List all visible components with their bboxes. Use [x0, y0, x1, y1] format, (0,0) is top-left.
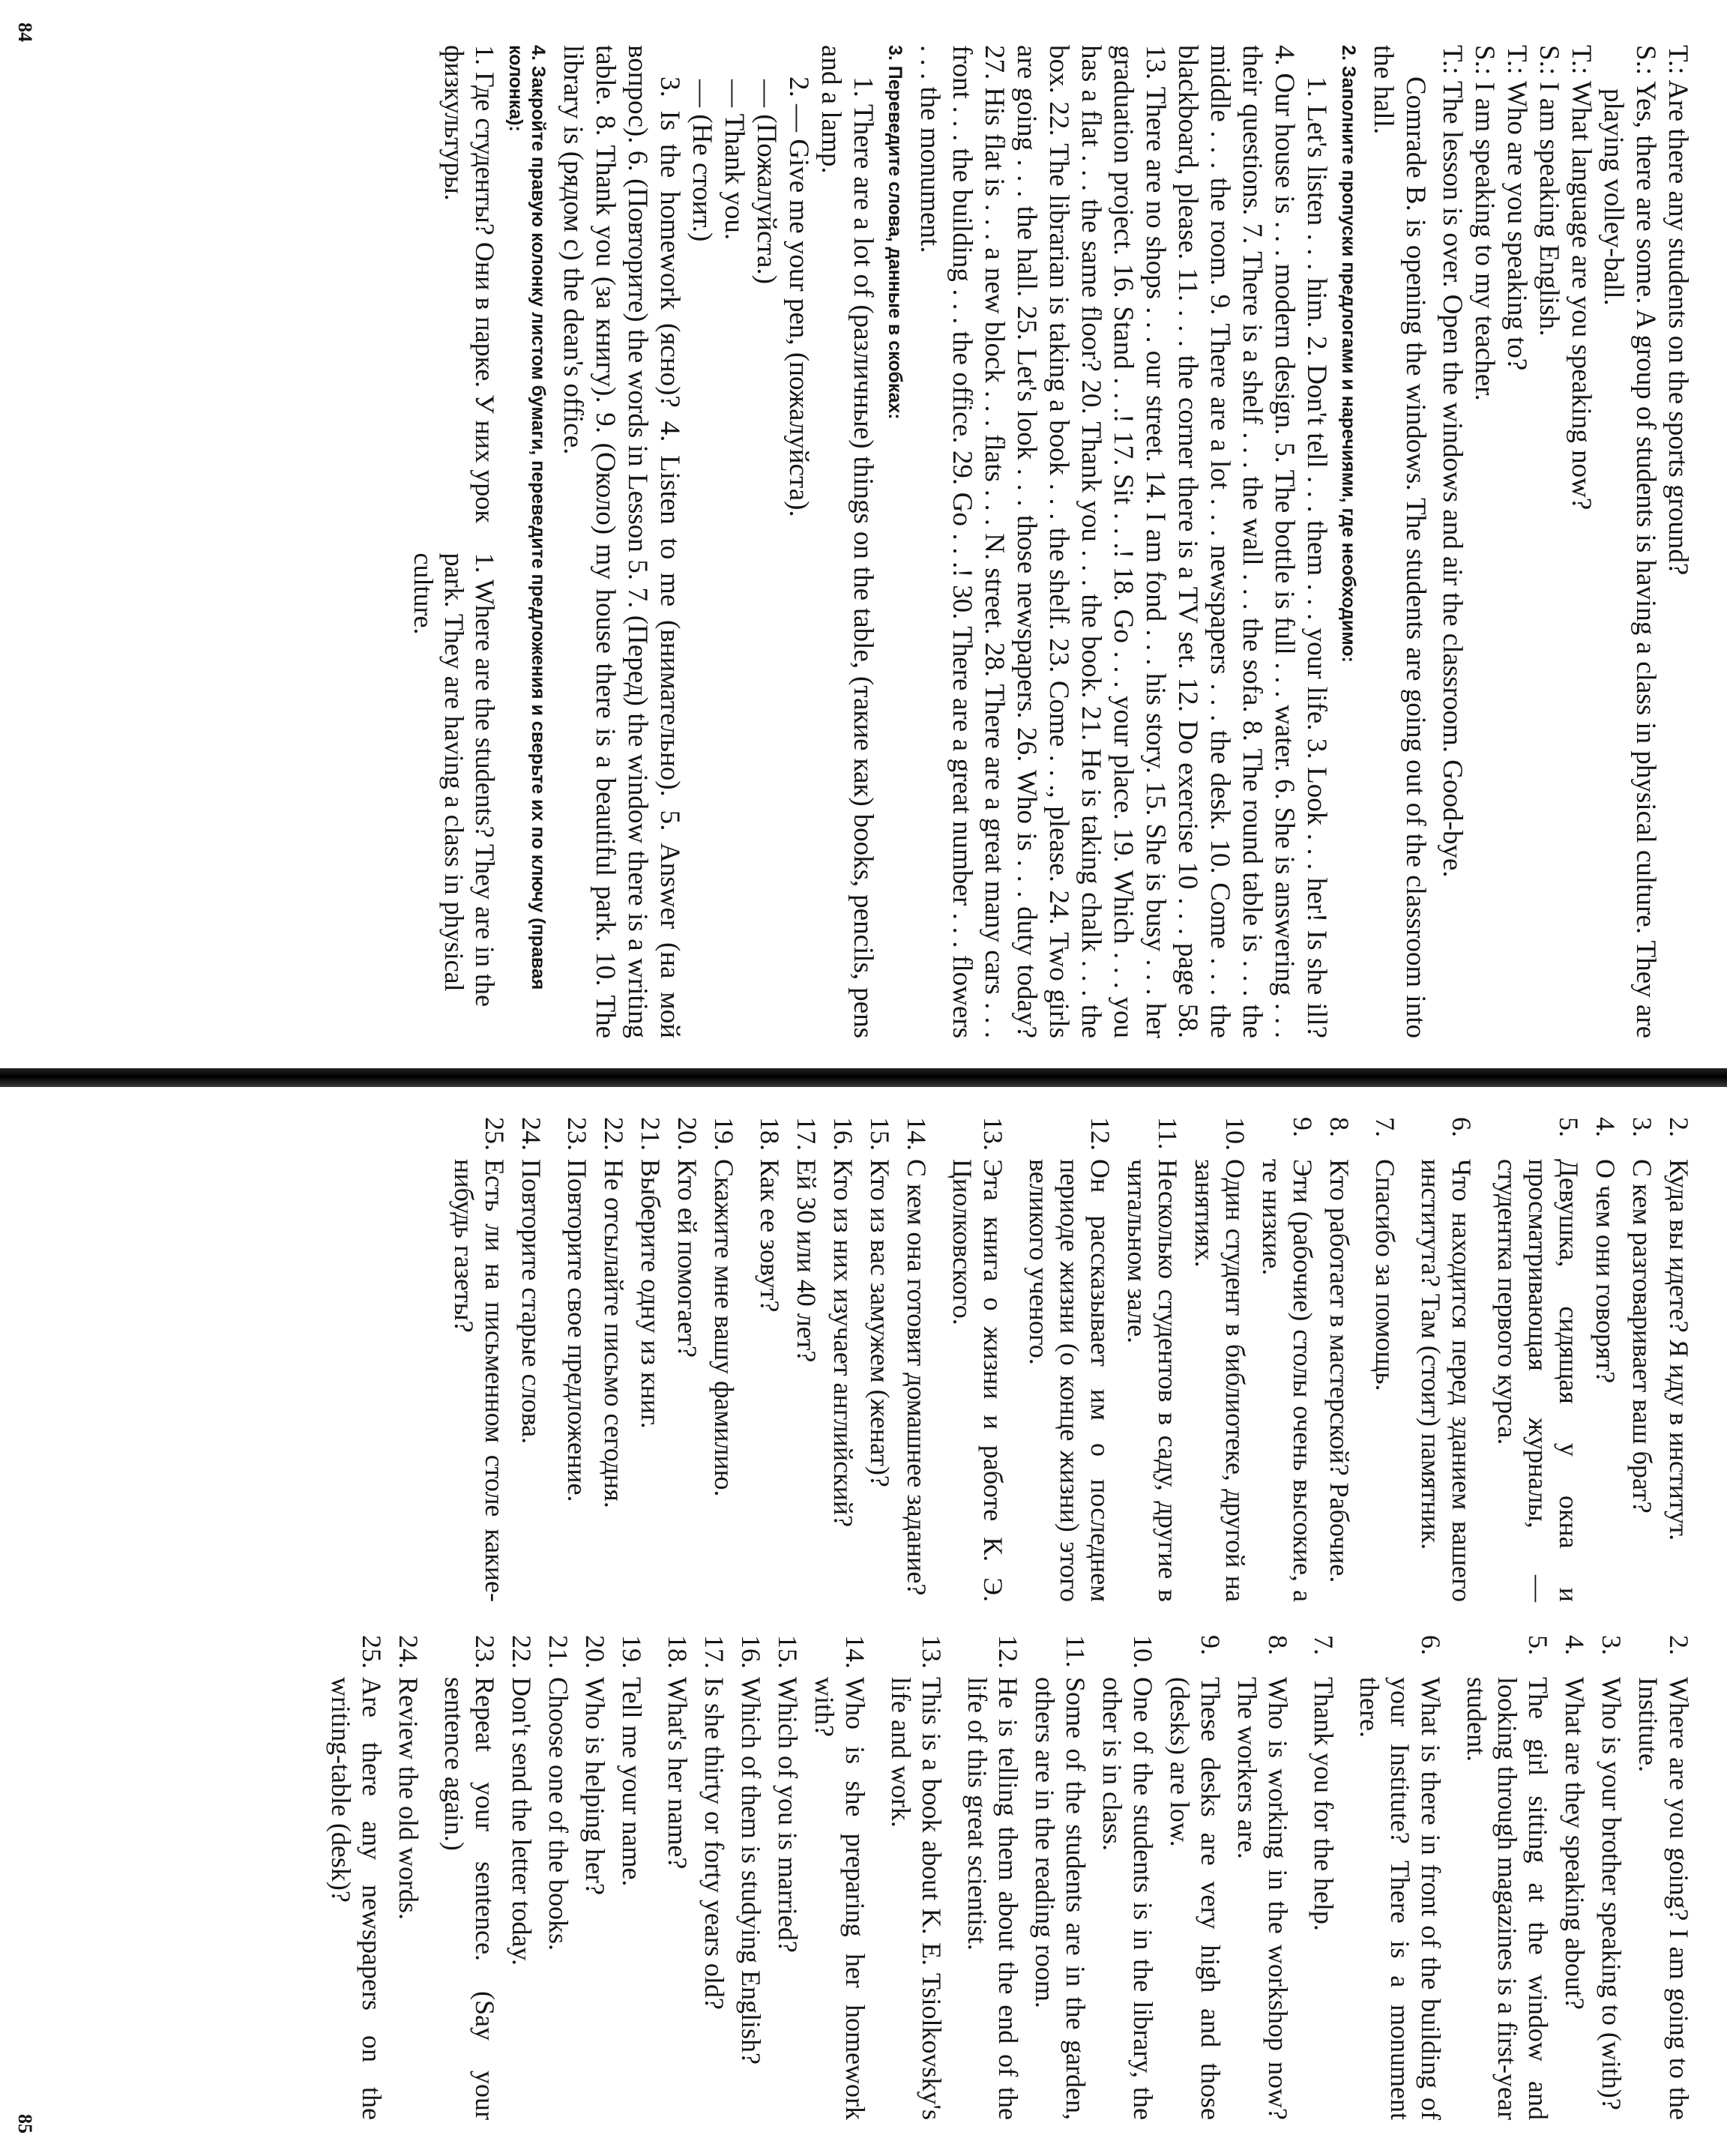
sentence-text: Is she thirty or forty years old? [699, 1677, 729, 2010]
russian-sentence [1369, 1117, 1400, 1602]
item-number: 15. [865, 1117, 895, 1151]
narration: Comrade B. is opening the windows. The students are going out of the classroom into the hall. [1368, 45, 1431, 1038]
russian-sentence [708, 1117, 739, 1602]
item-number: 25. [480, 1117, 510, 1151]
russian-column [22, 1117, 1694, 1602]
english-sentence [543, 1635, 573, 2120]
dialogue-line: T.: What language are you speaking now? [1566, 45, 1597, 511]
russian-sentence [448, 1117, 510, 1602]
item-number: 23. [562, 1117, 592, 1151]
sentence-text: Повторите свое предложение. [562, 1159, 592, 1502]
sentence-text: The girl sitting at the window and looking through magazines is a first-year student. [1462, 1677, 1553, 2120]
exercise-4-heading: 4. Закройте правую колонку листом бумаги, переведите предложения и сверьте их по ключу (правая колонка): [505, 45, 549, 990]
sentence-text: Девушка, сидящая у окна и просматривающая журналы, — студентка первого курса. [1492, 1159, 1584, 1602]
item-number: 22. [599, 1117, 629, 1151]
sentence-text: This is a book about K. E. Tsiolkovsky's life and work. [886, 1677, 947, 2120]
item-number: 14. [840, 1635, 870, 1669]
dialogue-line: T.: The lesson is over. Open the windows and air the classroom. Good-bye. [1437, 45, 1468, 878]
english-sentence [393, 1635, 424, 2120]
sentence-text: О чем они говорят? [1591, 1159, 1621, 1384]
russian-sentence [1415, 1117, 1477, 1602]
exercise-3-item-2: 2. — Give me your pen, (пожалуйста). — (Пожалуйста.) — Thank you. — (Не стоит.) [687, 76, 814, 517]
sentence-text: Who is helping her? [580, 1677, 610, 1895]
russian-sentence [561, 1117, 592, 1602]
item-number: 22. [507, 1635, 537, 1669]
exercise-4-english: 1. Where are the students? They are in the park. They are having a class in physical culture. [409, 552, 500, 1007]
item-number: 6. [1416, 1635, 1446, 1655]
english-sentence [809, 1635, 870, 2120]
exercise-3-item-1: 1. There are a lot of (различные) things on the table, (такие как) books, pencils, pens and a lamp. [816, 45, 878, 1038]
sentence-text: Повторите старые слова. [516, 1159, 546, 1445]
sentence-text: Tell me your name. [617, 1677, 647, 1887]
sentence-text: What's her name? [663, 1677, 693, 1870]
item-number: 5. [1523, 1635, 1553, 1655]
english-sentence [772, 1635, 803, 2120]
russian-sentence [947, 1117, 1008, 1602]
english-sentence [1308, 1635, 1339, 2120]
exercise-3-item-3: 3. Is the homework (ясно)? 4. Listen to me (внимательно). 5. Answer (на мой вопрос). 6. (Повторите) the words in Lesson 5. 7. (Перед) the window there is a writing table. 8. Thank you (за книгу). 9. (Около) my house there is a beautiful park. 10. The library is (рядом с) the dean's office. [558, 45, 685, 1038]
item-number: 10. [1128, 1635, 1158, 1669]
english-sentence [616, 1635, 647, 2120]
sentence-text: Are there any newspapers on the writing-table (desk)? [326, 1677, 387, 2120]
exercise-2-text: 1. Let's listen . . . him. 2. Don't tell . . . them . . . your life. 3. Look . . . her! Is she ill? 4. Our house is . . . modern design. 5. The bottle is full . . . water. 6. She is answering . . . their questions. 7. There is a shelf . . . the wall . . . the sofa. 8. The round table is . . . the middle . . . the room. 9. There are a lot . . . newspapers . . . the desk. 10. Come . . . the blackboard, please. 11. . . . the corner there is a TV set. 12. Do exercise 10 . . . page 58. 13. There are no shops . . . our street. 14. I am fond . . . his story. 15. She is busy . . . her graduation project. 16. Stand . . .! 17. Sit . . .! 18. Go . . . your place. 19. Which . . . you has a flat . . . the same floor? 20. Thank you . . . the book. 21. He is taking chalk . . . the box. 22. The librarian is taking a book . . . the shelf. 23. Come . . ., please. 24. Two girls are going . . . the hall. 25. Let's look . . . those newspapers. 26. Who is . . . duty today? 27. His flat is . . . a new block . . . flats . . . N. street. 28. There are a great many cars . . . front . . . the building . . . the office. 29. Go . . .! 30. There are a great number . . . flowers . . . the monument. [914, 45, 1332, 1038]
sentence-text: Where are you going? I am going to the Institute. [1633, 1677, 1694, 2120]
english-sentence [325, 1635, 387, 2120]
sentence-text: Review the old words. [394, 1677, 424, 1920]
exercise-2-heading: 2. Заполните пропуски предлогами и наречиями, где необходимо: [1338, 45, 1359, 663]
english-sentence [885, 1635, 947, 2120]
english-sentence [1461, 1635, 1553, 2120]
english-sentence [735, 1635, 766, 2120]
sentence-text: Кто из вас замужем (женат)? [865, 1159, 895, 1487]
sentence-text: These desks are very high and those (desks) are low. [1165, 1677, 1226, 2120]
russian-sentence [1492, 1117, 1584, 1602]
item-number: 12. [993, 1635, 1023, 1669]
item-number: 19. [617, 1635, 647, 1669]
russian-sentence [1023, 1117, 1115, 1602]
english-sentence [1596, 1635, 1627, 2120]
item-number: 17. [792, 1117, 822, 1151]
russian-sentence [754, 1117, 785, 1602]
russian-sentence [1121, 1117, 1183, 1602]
sentence-text: Он рассказывает им о последнем периоде жизни (о конце жизни) этого великого ученого. [1024, 1159, 1115, 1602]
russian-sentence [1189, 1117, 1250, 1602]
item-number: 7. [1370, 1117, 1400, 1137]
sentence-text: Эта книга о жизни и работе К. Э. Циолковского. [947, 1159, 1008, 1602]
sentence-text: Кто ей помогает? [672, 1159, 702, 1358]
english-sentence [1633, 1635, 1694, 2120]
item-number: 12. [1085, 1117, 1115, 1151]
sentence-text: Что находится перед зданием вашего института? Там (стоит) памятник. [1416, 1159, 1477, 1602]
russian-sentence [864, 1117, 895, 1602]
english-sentence [699, 1635, 729, 2120]
russian-sentence [516, 1117, 546, 1602]
page-number: 85 [14, 2114, 36, 2134]
sentence-text: Не отсылайте письмо сегодня. [599, 1159, 629, 1508]
sentence-text: Some of the students are in the garden, others are in the reading room. [1030, 1677, 1091, 2120]
english-sentence [1232, 1635, 1293, 2120]
item-number: 21. [543, 1635, 573, 1669]
dialogue-line: T.: Who are you speaking to? [1501, 45, 1532, 371]
russian-sentence [1324, 1117, 1354, 1602]
item-number: 7. [1309, 1635, 1339, 1655]
russian-sentence [901, 1117, 932, 1602]
sentence-text: Who is your brother speaking to (with)? [1597, 1677, 1627, 2110]
sentence-text: Один студент в библиотеке, другой на занятиях. [1190, 1159, 1250, 1602]
sentence-text: What are they speaking about? [1560, 1677, 1590, 2010]
english-sentence [1354, 1635, 1446, 2120]
item-number: 18. [663, 1635, 693, 1669]
item-number: 15. [773, 1635, 803, 1669]
dialogue-line: S.: I am speaking English. [1534, 45, 1564, 337]
sentence-text: What is there in front of the building of your Institute? There is a monument there. [1354, 1677, 1446, 2120]
russian-sentence [828, 1117, 858, 1602]
english-sentence [1029, 1635, 1091, 2120]
item-number: 3. [1627, 1117, 1657, 1137]
english-sentence [579, 1635, 610, 2120]
sentence-text: Несколько студентов в саду, другие в читальном зале. [1122, 1159, 1183, 1602]
item-number: 21. [636, 1117, 666, 1151]
sentence-text: Which of you is married? [773, 1677, 803, 1953]
page-number: 84 [14, 22, 36, 42]
exercise-4-row-1 [408, 45, 500, 1038]
russian-sentence [1627, 1117, 1657, 1602]
dialogue-line: S.: I am speaking to my teacher. [1469, 45, 1500, 401]
translation-table [22, 1117, 1694, 2120]
sentence-text: Спасибо за помощь. [1370, 1159, 1400, 1391]
sentence-text: Скажите мне вашу фамилию. [709, 1159, 739, 1497]
russian-sentence [598, 1117, 629, 1602]
item-number: 24. [394, 1635, 424, 1669]
item-number: 24. [516, 1117, 546, 1151]
sentence-text: С кем она готовит домашнее задание? [902, 1159, 932, 1596]
sentence-text: Which of them is studying English? [736, 1677, 766, 2065]
russian-sentence [1663, 1117, 1694, 1602]
exercise-4-russian: 1. Где студенты? Они в парке. У них урок физкультуры. [439, 45, 500, 523]
dialogue-line: S.: Yes, there are some. A group of students is having a class in physical culture. They are playing volley-ball. [1598, 45, 1661, 1038]
sentence-text: Есть ли на письменном столе какие-нибудь газеты? [449, 1159, 510, 1602]
sentence-text: Как ее зовут? [755, 1159, 785, 1313]
dialogue [1436, 45, 1694, 1038]
sentence-text: Thank you for the help. [1309, 1677, 1339, 1931]
item-number: 13. [978, 1117, 1008, 1151]
english-sentence [1097, 1635, 1158, 2120]
russian-sentence [635, 1117, 666, 1602]
item-number: 20. [580, 1635, 610, 1669]
sentence-text: Who is she preparing her homework with? [810, 1677, 870, 2120]
sentence-text: Куда вы идете? Я иду в институт. [1664, 1159, 1694, 1541]
english-sentence [438, 1635, 500, 2120]
russian-sentence [672, 1117, 702, 1602]
item-number: 6. [1447, 1117, 1477, 1137]
sentence-text: Don't send the letter today. [507, 1677, 537, 1966]
item-number: 10. [1220, 1117, 1250, 1151]
sentence-text: Choose one of the books. [543, 1677, 573, 1951]
english-sentence [962, 1635, 1023, 2120]
item-number: 2. [1664, 1635, 1694, 1655]
english-column [22, 1635, 1694, 2120]
sentence-text: One of the students is in the library, the other is in class. [1097, 1677, 1158, 2120]
sentence-text: Who is working in the workshop now? The workers are. [1232, 1677, 1293, 2120]
item-number: 11. [1153, 1117, 1183, 1150]
item-number: 8. [1324, 1117, 1354, 1137]
item-number: 8. [1263, 1635, 1293, 1655]
item-number: 23. [470, 1635, 500, 1669]
russian-sentence [791, 1117, 822, 1602]
russian-sentence [1590, 1117, 1621, 1602]
item-number: 3. [1597, 1635, 1627, 1655]
sentence-text: Ей 30 или 40 лет? [792, 1159, 822, 1363]
item-number: 20. [672, 1117, 702, 1151]
sentence-text: Repeat your sentence. (Say your sentence again.) [439, 1677, 500, 2120]
item-number: 2. [1664, 1117, 1694, 1137]
item-number: 18. [755, 1117, 785, 1151]
item-number: 25. [357, 1635, 387, 1669]
item-number: 11. [1061, 1635, 1091, 1668]
book-gutter [0, 1068, 1727, 1087]
item-number: 5. [1554, 1117, 1584, 1137]
item-number: 13. [917, 1635, 947, 1669]
page-left [0, 0, 1727, 1068]
page-right [0, 1087, 1727, 2156]
dialogue-line: T.: Are there any students on the sports ground? [1663, 45, 1693, 576]
sentence-text: Кто работает в мастерской? Рабочие. [1324, 1159, 1354, 1583]
item-number: 14. [902, 1117, 932, 1151]
item-number: 9. [1288, 1117, 1318, 1137]
item-number: 17. [699, 1635, 729, 1669]
english-sentence [1164, 1635, 1226, 2120]
sentence-text: He is telling them about the end of the life of this great scientist. [962, 1677, 1023, 2120]
sentence-text: Эти (рабочие) столы очень высокие, а те низкие. [1257, 1159, 1318, 1602]
english-sentence [662, 1635, 693, 2120]
sentence-text: Выберите одну из книг. [636, 1159, 666, 1429]
sentence-text: С кем разговаривает ваш брат? [1627, 1159, 1657, 1514]
item-number: 16. [828, 1117, 858, 1151]
exercise-3-heading: 3. Переведите слова, данные в скобках: [884, 45, 905, 420]
russian-sentence [1256, 1117, 1318, 1602]
item-number: 16. [736, 1635, 766, 1669]
item-number: 4. [1591, 1117, 1621, 1137]
item-number: 4. [1560, 1635, 1590, 1655]
sentence-text: Кто из них изучает английский? [828, 1159, 858, 1528]
item-number: 9. [1196, 1635, 1226, 1655]
english-sentence [506, 1635, 537, 2120]
english-sentence [1559, 1635, 1590, 2120]
item-number: 19. [709, 1117, 739, 1151]
